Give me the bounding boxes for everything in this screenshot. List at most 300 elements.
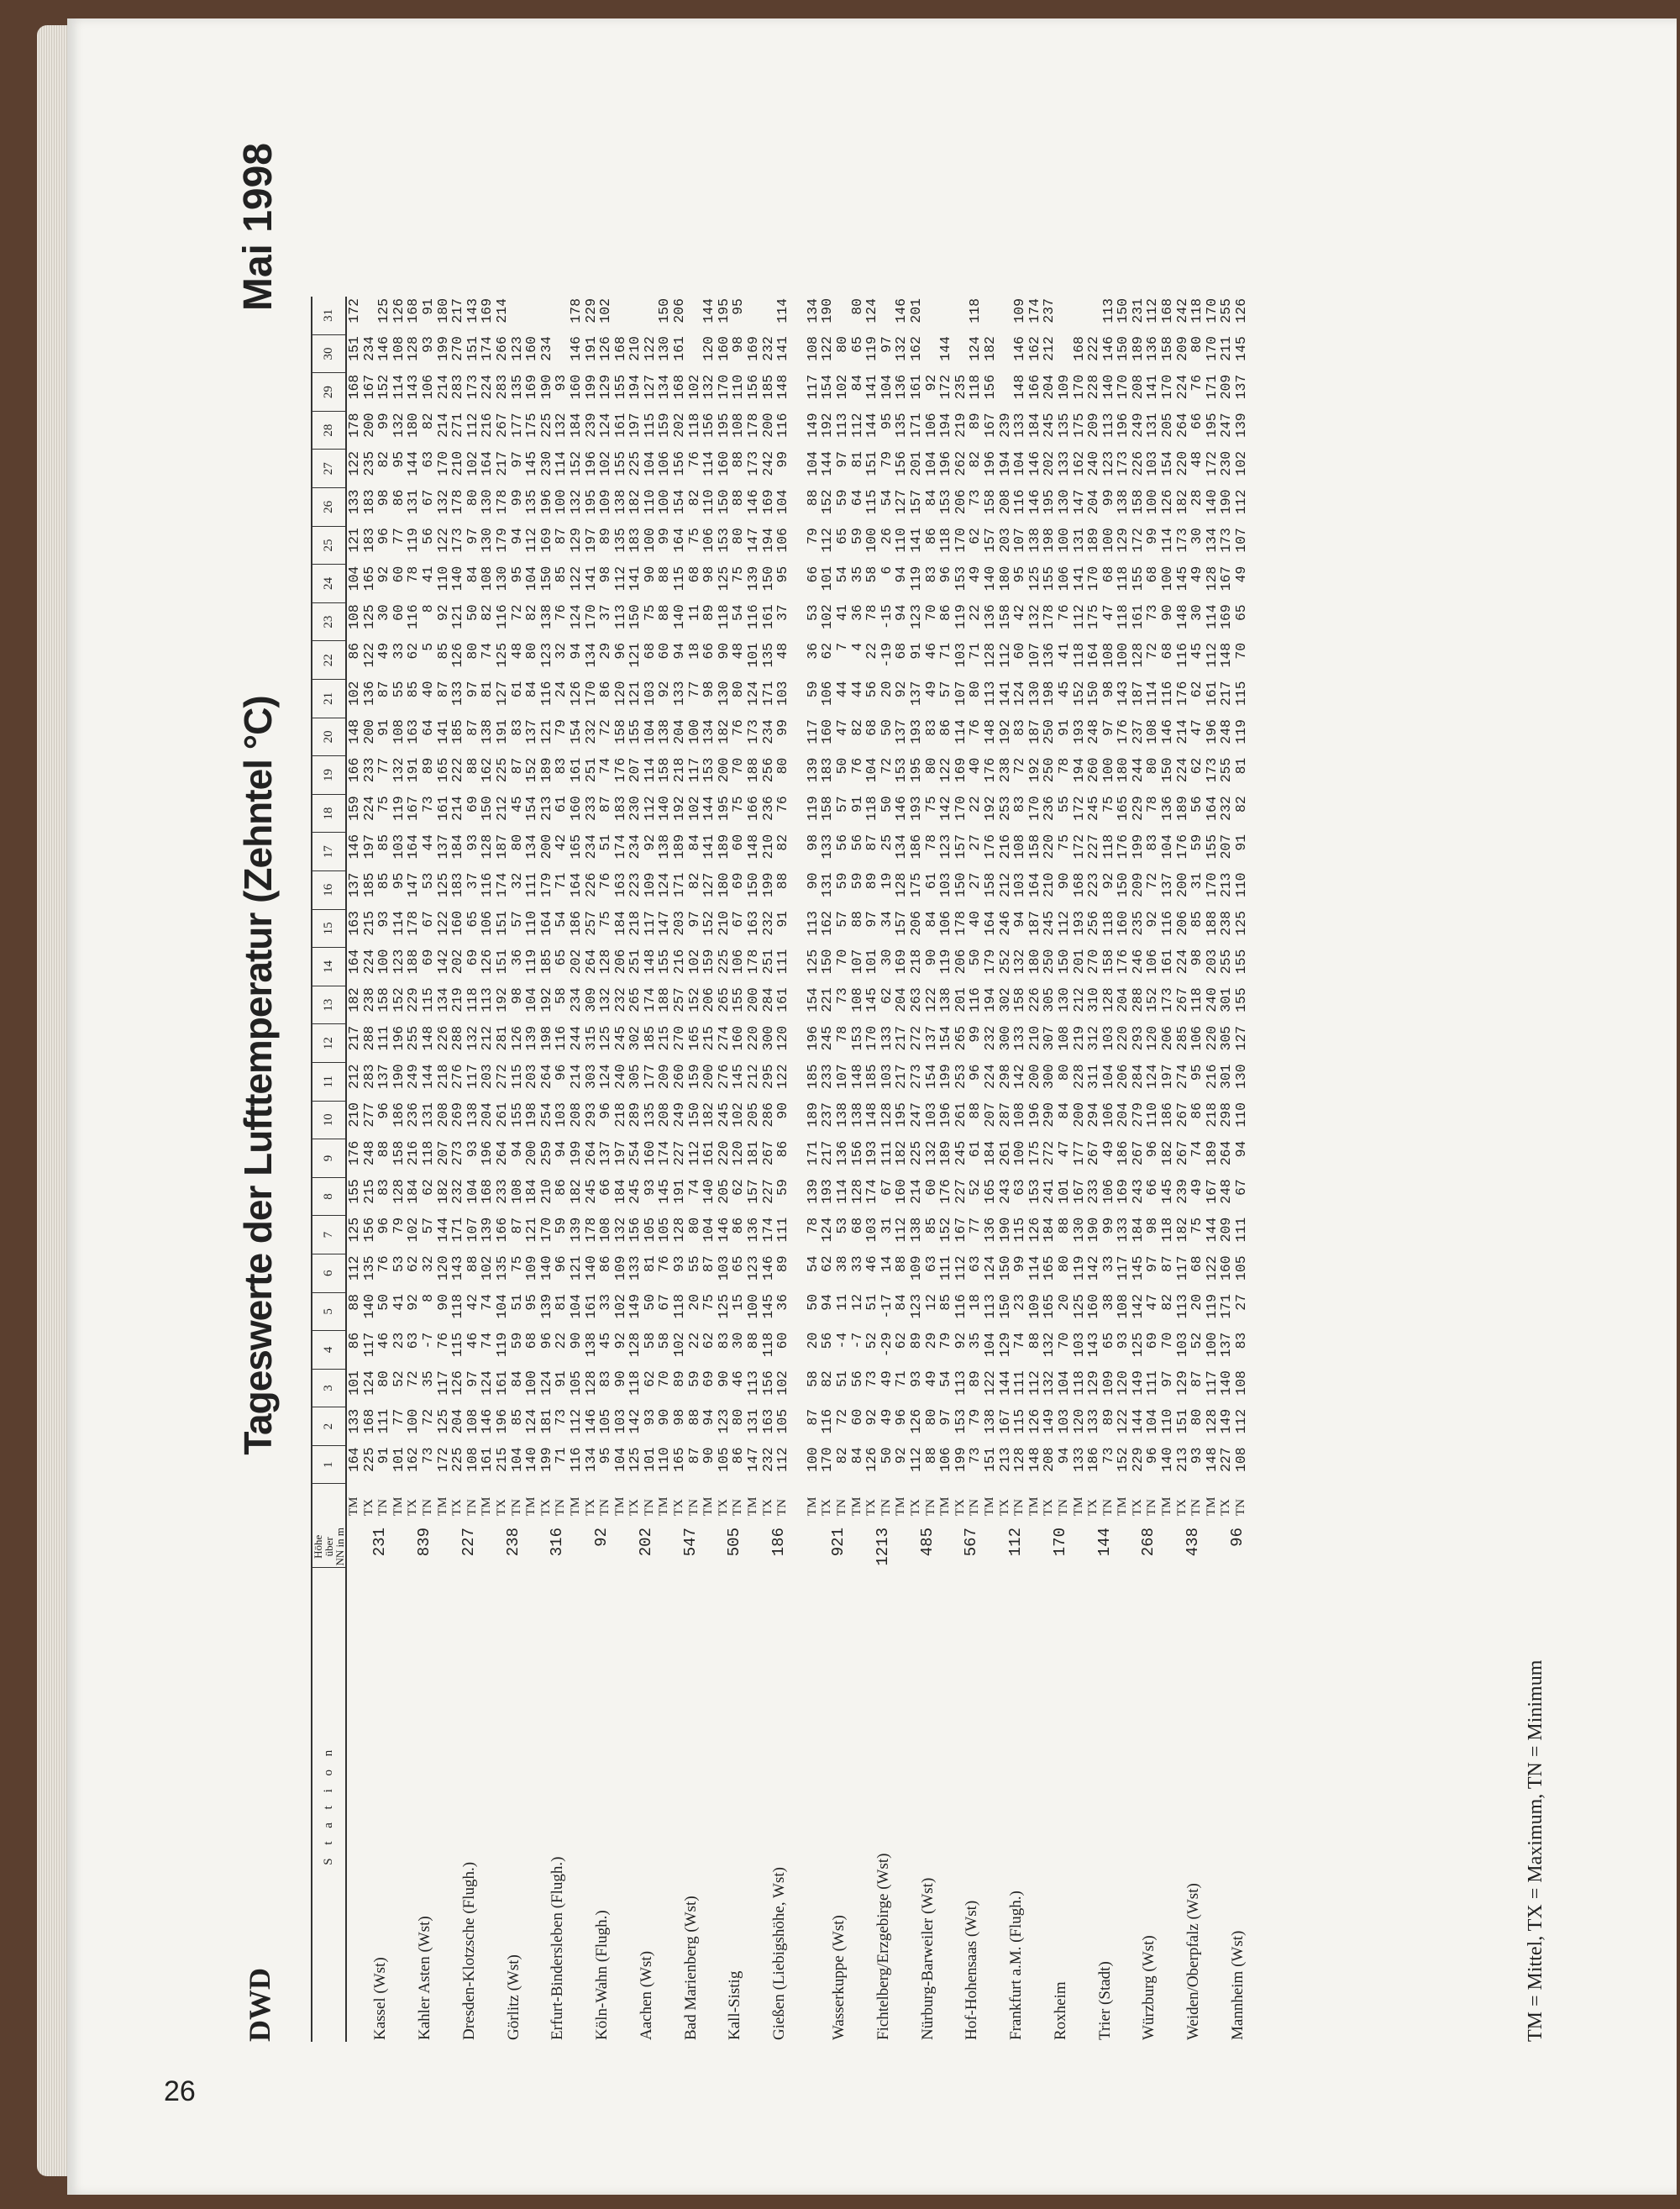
temperature-value: 87 bbox=[864, 834, 880, 851]
temperature-value: 189 bbox=[1173, 796, 1190, 821]
temperature-value: 105 bbox=[656, 1217, 673, 1243]
temperature-value: 88 bbox=[774, 872, 791, 890]
temperature-value: 283 bbox=[493, 374, 510, 400]
temperature-value: 168 bbox=[612, 336, 628, 361]
table-row bbox=[1027, 297, 1042, 2042]
temperature-value: 189 bbox=[715, 834, 732, 860]
temperature-value: 94 bbox=[553, 1140, 570, 1158]
temperature-value: 68 bbox=[1100, 565, 1116, 583]
temperature-value: 106 bbox=[730, 949, 747, 975]
temperature-value: 57 bbox=[508, 911, 525, 928]
temperature-value: 196 bbox=[981, 450, 998, 476]
temperature-value: 119 bbox=[1070, 1255, 1087, 1281]
temperature-value: 103 bbox=[1173, 1332, 1190, 1358]
temperature-value: 35 bbox=[848, 565, 865, 583]
temperature-value: 184 bbox=[1129, 1217, 1146, 1243]
temperature-value: 146 bbox=[715, 1217, 732, 1243]
temperature-value: 65 bbox=[1233, 604, 1250, 622]
temperature-value: 76 bbox=[774, 796, 791, 813]
temperature-value: 48 bbox=[774, 642, 791, 660]
temperature-value: 248 bbox=[1218, 1179, 1235, 1204]
temperature-value: 184 bbox=[567, 413, 584, 438]
temperature-value: 106 bbox=[774, 528, 791, 553]
temperature-value: 140 bbox=[582, 1255, 599, 1281]
temperature-value: 109 bbox=[1026, 1294, 1042, 1319]
temperature-value bbox=[879, 297, 895, 334]
temperature-value: 46 bbox=[375, 1332, 392, 1349]
temperature-value: 151 bbox=[864, 450, 880, 476]
temperature-value: 76 bbox=[1189, 374, 1205, 392]
temperature-value: 273 bbox=[449, 1140, 466, 1166]
temperature-value: 48 bbox=[730, 642, 747, 660]
temperature-value: 78 bbox=[864, 604, 880, 622]
row-kind: TX bbox=[1086, 1499, 1100, 1516]
temperature-value: 44 bbox=[848, 681, 865, 698]
temperature-value: 181 bbox=[745, 1140, 762, 1166]
temperature-value: 198 bbox=[1041, 528, 1058, 553]
temperature-value: 89 bbox=[774, 1255, 791, 1273]
temperature-value: 158 bbox=[1011, 987, 1028, 1012]
temperature-value: 8 bbox=[419, 604, 436, 613]
temperature-value: 126 bbox=[907, 1408, 924, 1434]
temperature-value: 206 bbox=[701, 987, 717, 1012]
temperature-value: 116 bbox=[745, 604, 762, 629]
temperature-value: -4 bbox=[834, 1332, 850, 1349]
temperature-value bbox=[761, 297, 776, 334]
temperature-value: 267 bbox=[1173, 987, 1190, 1012]
temperature-value: 115 bbox=[449, 1332, 466, 1358]
temperature-value: 100 bbox=[745, 1294, 762, 1319]
temperature-value: 164 bbox=[346, 949, 362, 975]
temperature-value: 92 bbox=[952, 1332, 969, 1349]
temperature-value: 118 bbox=[1115, 604, 1131, 629]
temperature-value: 73 bbox=[864, 1370, 880, 1387]
temperature-value: 116 bbox=[1159, 681, 1176, 707]
temperature-value: 264 bbox=[493, 1140, 510, 1166]
temperature-value: 97 bbox=[1159, 1370, 1176, 1387]
temperature-value: 103 bbox=[1070, 1332, 1087, 1358]
temperature-value: 90 bbox=[715, 1370, 732, 1387]
temperature-value: 121 bbox=[627, 681, 643, 707]
temperature-value: 277 bbox=[360, 1102, 377, 1128]
temperature-value: 175 bbox=[1070, 413, 1087, 438]
temperature-value: 207 bbox=[627, 757, 643, 783]
temperature-value: 204 bbox=[449, 1408, 466, 1434]
temperature-value: 206 bbox=[1115, 1064, 1131, 1089]
temperature-value: 106 bbox=[937, 911, 954, 936]
temperature-value: 83 bbox=[1144, 834, 1161, 851]
temperature-value: 229 bbox=[1129, 1447, 1146, 1472]
temperature-value: 133 bbox=[878, 1025, 895, 1051]
station-elevation: 170 bbox=[1050, 1528, 1069, 1557]
station-name: Nürburg-Barweiler (Wst) bbox=[918, 1877, 937, 2040]
temperature-value: 77 bbox=[967, 1217, 984, 1234]
temperature-value: 220 bbox=[1041, 834, 1058, 860]
station-elevation: 567 bbox=[962, 1528, 981, 1557]
column-header-day: 17 bbox=[312, 833, 346, 871]
temperature-value: 142 bbox=[627, 1408, 643, 1434]
temperature-value: 209 bbox=[1218, 1217, 1235, 1243]
temperature-value: 151 bbox=[981, 1447, 998, 1472]
temperature-value: 176 bbox=[1115, 719, 1131, 744]
temperature-value: 138 bbox=[656, 834, 673, 860]
temperature-value: 33 bbox=[1100, 1255, 1116, 1273]
temperature-value: 99 bbox=[1144, 528, 1161, 544]
temperature-value: 53 bbox=[834, 1217, 850, 1234]
temperature-value: 151 bbox=[346, 336, 362, 361]
temperature-value: 104 bbox=[981, 1332, 998, 1358]
temperature-value: 152 bbox=[1070, 681, 1087, 707]
temperature-value: 182 bbox=[1173, 1217, 1190, 1243]
temperature-value: 136 bbox=[893, 374, 910, 400]
temperature-value: 176 bbox=[1173, 834, 1190, 860]
temperature-value: 140 bbox=[701, 1179, 717, 1204]
temperature-value: 146 bbox=[1026, 489, 1042, 515]
temperature-value: 212 bbox=[1041, 336, 1058, 361]
row-kind: TN bbox=[775, 1499, 790, 1516]
temperature-value: 146 bbox=[759, 1255, 776, 1281]
temperature-value: 112 bbox=[1233, 1408, 1250, 1434]
temperature-value: 160 bbox=[641, 1140, 658, 1166]
temperature-value: 160 bbox=[819, 719, 836, 744]
temperature-value: 150 bbox=[479, 796, 496, 821]
temperature-value: 74 bbox=[1011, 1332, 1028, 1349]
temperature-value: 134 bbox=[804, 298, 821, 323]
temperature-value: 98 bbox=[701, 565, 717, 583]
temperature-value: 246 bbox=[996, 911, 1013, 936]
temperature-value: 92 bbox=[893, 681, 910, 698]
temperature-value: 59 bbox=[685, 1370, 702, 1387]
temperature-value: 243 bbox=[996, 1179, 1013, 1204]
temperature-value: 191 bbox=[671, 1179, 688, 1204]
temperature-value: 225 bbox=[907, 1140, 924, 1166]
temperature-value: 130 bbox=[1055, 489, 1072, 515]
temperature-value: 72 bbox=[878, 757, 895, 775]
temperature-value: 199 bbox=[582, 374, 599, 400]
temperature-value: 185 bbox=[864, 1064, 880, 1089]
temperature-value: 170 bbox=[582, 681, 599, 707]
temperature-value: 155 bbox=[1129, 565, 1146, 592]
temperature-value: 108 bbox=[1144, 719, 1161, 744]
temperature-value: 132 bbox=[597, 987, 614, 1012]
temperature-value: 182 bbox=[893, 1140, 910, 1166]
temperature-value: 163 bbox=[745, 911, 762, 936]
temperature-value: 122 bbox=[819, 336, 836, 361]
temperature-value: 84 bbox=[508, 1370, 525, 1387]
temperature-value: 310 bbox=[1085, 987, 1102, 1012]
temperature-value: 6 bbox=[878, 565, 895, 575]
temperature-value: 247 bbox=[907, 1102, 924, 1128]
temperature-value: 253 bbox=[952, 1064, 969, 1089]
temperature-value bbox=[1072, 297, 1087, 334]
temperature-value: 227 bbox=[1085, 834, 1102, 860]
temperature-value: -7 bbox=[419, 1332, 436, 1349]
temperature-value: 83 bbox=[1011, 719, 1028, 736]
temperature-value: 170 bbox=[715, 374, 732, 400]
temperature-value: 72 bbox=[419, 1408, 436, 1426]
temperature-value: 232 bbox=[759, 1447, 776, 1472]
temperature-value: 211 bbox=[1218, 336, 1235, 361]
table-row bbox=[1072, 297, 1087, 2042]
temperature-value: 77 bbox=[390, 528, 407, 544]
temperature-value: 218 bbox=[671, 757, 688, 783]
temperature-value: 108 bbox=[390, 336, 407, 361]
temperature-value: 35 bbox=[967, 1332, 984, 1349]
temperature-value: 60 bbox=[774, 1332, 791, 1349]
temperature-value: 114 bbox=[1026, 1255, 1042, 1281]
temperature-value: 67 bbox=[878, 1179, 895, 1196]
temperature-value: 83 bbox=[375, 1179, 392, 1196]
temperature-value: 126 bbox=[1026, 1217, 1042, 1243]
temperature-value: 78 bbox=[804, 1217, 821, 1234]
temperature-value: 93 bbox=[1189, 1447, 1205, 1465]
temperature-value: 86 bbox=[730, 1447, 747, 1465]
temperature-value: 114 bbox=[1159, 528, 1176, 553]
temperature-value: 136 bbox=[1144, 336, 1161, 361]
temperature-value: 117 bbox=[685, 757, 702, 783]
temperature-value: 192 bbox=[981, 796, 998, 821]
station-name: Dresden-Klotzsche (Flugh.) bbox=[459, 1861, 478, 2040]
temperature-value: 90 bbox=[567, 1332, 584, 1349]
temperature-value: 229 bbox=[405, 987, 422, 1012]
temperature-value: 158 bbox=[819, 796, 836, 821]
temperature-value: 128 bbox=[582, 1370, 599, 1396]
temperature-value: 59 bbox=[848, 528, 865, 544]
temperature-value: 173 bbox=[1203, 757, 1220, 783]
temperature-value: 102 bbox=[464, 450, 480, 476]
temperature-value: 89 bbox=[597, 528, 614, 544]
temperature-value: 101 bbox=[641, 1447, 658, 1472]
temperature-value: 246 bbox=[1129, 949, 1146, 975]
temperature-value: 74 bbox=[597, 757, 614, 775]
temperature-value: 145 bbox=[523, 450, 540, 476]
temperature-value: 176 bbox=[1115, 834, 1131, 860]
temperature-value: 60 bbox=[922, 1179, 939, 1196]
temperature-value: 133 bbox=[1011, 1025, 1028, 1051]
temperature-value: 274 bbox=[1173, 1064, 1190, 1089]
temperature-value: 108 bbox=[479, 565, 496, 592]
temperature-value: 214 bbox=[567, 1064, 584, 1089]
temperature-value: 157 bbox=[952, 834, 969, 860]
temperature-value: 91 bbox=[553, 1370, 570, 1387]
temperature-value: 133 bbox=[1011, 413, 1028, 438]
temperature-value: 134 bbox=[582, 642, 599, 668]
row-kind: TM bbox=[982, 1496, 996, 1516]
temperature-value: 138 bbox=[464, 1102, 480, 1128]
temperature-value: 116 bbox=[405, 604, 422, 629]
temperature-value: 224 bbox=[1173, 949, 1190, 975]
temperature-value: 82 bbox=[774, 834, 791, 851]
row-kind: TM bbox=[894, 1496, 908, 1516]
temperature-value: 212 bbox=[1070, 987, 1087, 1012]
temperature-value: 119 bbox=[405, 528, 422, 553]
temperature-value: 176 bbox=[981, 757, 998, 783]
temperature-value: 62 bbox=[730, 1179, 747, 1196]
temperature-value: 22 bbox=[967, 796, 984, 813]
temperature-value: 60 bbox=[390, 565, 407, 583]
temperature-value: 161 bbox=[907, 374, 924, 400]
temperature-value: 259 bbox=[538, 1140, 554, 1166]
temperature-value: 198 bbox=[523, 1102, 540, 1128]
temperature-value: 104 bbox=[1011, 450, 1028, 476]
temperature-value: 36 bbox=[804, 642, 821, 660]
temperature-value: 249 bbox=[405, 1064, 422, 1089]
temperature-value: 140 bbox=[1203, 489, 1220, 515]
temperature-value: 196 bbox=[479, 1140, 496, 1166]
temperature-value: 153 bbox=[893, 757, 910, 783]
temperature-value: 150 bbox=[996, 1255, 1013, 1281]
temperature-value: 203 bbox=[479, 1064, 496, 1089]
temperature-value: 225 bbox=[538, 413, 554, 438]
column-header-day: 24 bbox=[312, 565, 346, 603]
temperature-value: 53 bbox=[419, 872, 436, 890]
temperature-value: 161 bbox=[612, 413, 628, 438]
temperature-value: 86 bbox=[922, 528, 939, 544]
temperature-value: 104 bbox=[464, 1179, 480, 1204]
temperature-value: 170 bbox=[582, 604, 599, 629]
temperature-value: 81 bbox=[641, 1255, 658, 1273]
temperature-value: 167 bbox=[981, 413, 998, 438]
temperature-value: 215 bbox=[493, 1447, 510, 1472]
temperature-value: 102 bbox=[405, 1217, 422, 1243]
temperature-value: 108 bbox=[508, 1179, 525, 1204]
row-kind: TN bbox=[1012, 1499, 1026, 1516]
temperature-value: 182 bbox=[346, 987, 362, 1012]
temperature-value: 300 bbox=[996, 1025, 1013, 1051]
temperature-value: 122 bbox=[1115, 1408, 1131, 1434]
table-body bbox=[346, 297, 1249, 2042]
temperature-value: 85 bbox=[1189, 911, 1205, 928]
row-kind: TX bbox=[1174, 1499, 1189, 1516]
temperature-value: 155 bbox=[1203, 834, 1220, 860]
temperature-value: 251 bbox=[627, 949, 643, 975]
temperature-value: 141 bbox=[627, 565, 643, 592]
temperature-value: 126 bbox=[508, 1025, 525, 1051]
temperature-value: 106 bbox=[937, 1447, 954, 1472]
temperature-value: 47 bbox=[834, 719, 850, 736]
temperature-value: 138 bbox=[656, 719, 673, 744]
temperature-value: 74 bbox=[479, 642, 496, 660]
temperature-value: 98 bbox=[1144, 1217, 1161, 1234]
temperature-value: 52 bbox=[1189, 1332, 1205, 1349]
temperature-value: 58 bbox=[656, 1332, 673, 1349]
temperature-value: 142 bbox=[1011, 1064, 1028, 1089]
temperature-value: 202 bbox=[671, 413, 688, 438]
temperature-value: 94 bbox=[893, 604, 910, 622]
table-row bbox=[346, 297, 362, 2042]
temperature-value: 257 bbox=[582, 911, 599, 936]
row-kind: TX bbox=[672, 1499, 686, 1516]
row-kind: TM bbox=[1071, 1496, 1085, 1516]
temperature-value bbox=[953, 334, 969, 373]
row-kind: TN bbox=[879, 1499, 893, 1516]
temperature-value: 293 bbox=[1129, 1025, 1146, 1051]
temperature-value: 114 bbox=[390, 374, 407, 400]
temperature-value: 200 bbox=[360, 413, 377, 438]
column-header-day: 30 bbox=[312, 334, 346, 373]
table-row bbox=[569, 297, 584, 2042]
table-row bbox=[391, 297, 407, 2042]
temperature-value: 164 bbox=[1085, 642, 1102, 668]
temperature-value: 254 bbox=[627, 1140, 643, 1166]
temperature-value: 200 bbox=[1026, 1064, 1042, 1089]
temperature-value: 111 bbox=[774, 1217, 791, 1243]
temperature-value: 160 bbox=[523, 336, 540, 361]
temperature-value: 193 bbox=[907, 796, 924, 821]
temperature-value: 194 bbox=[937, 413, 954, 438]
temperature-value: 145 bbox=[864, 987, 880, 1012]
temperature-value: 133 bbox=[449, 681, 466, 707]
temperature-value: 192 bbox=[819, 413, 836, 438]
temperature-value: 102 bbox=[774, 1370, 791, 1396]
temperature-value: 159 bbox=[685, 1064, 702, 1089]
temperature-value: 135 bbox=[1055, 413, 1072, 438]
temperature-value: 150 bbox=[538, 565, 554, 592]
temperature-value: 234 bbox=[567, 987, 584, 1012]
temperature-value: 96 bbox=[612, 642, 628, 660]
temperature-value: 226 bbox=[1026, 987, 1042, 1012]
temperature-value: 126 bbox=[1159, 489, 1176, 515]
temperature-value: 89 bbox=[671, 1370, 688, 1387]
temperature-value: 30 bbox=[1189, 528, 1205, 544]
temperature-value: 271 bbox=[449, 413, 466, 438]
row-kind: TN bbox=[554, 1499, 568, 1516]
temperature-value: 133 bbox=[346, 1408, 362, 1434]
temperature-value: 115 bbox=[508, 1064, 525, 1089]
temperature-value: 217 bbox=[493, 450, 510, 476]
temperature-value: 305 bbox=[1041, 987, 1058, 1012]
temperature-value: 194 bbox=[981, 987, 998, 1012]
temperature-value: 74 bbox=[1189, 1140, 1205, 1158]
temperature-value: 120 bbox=[434, 1255, 451, 1281]
temperature-value: 92 bbox=[922, 374, 939, 392]
temperature-value: 132 bbox=[567, 489, 584, 515]
temperature-value: 55 bbox=[685, 1255, 702, 1273]
temperature-value: 126 bbox=[1233, 298, 1250, 323]
temperature-value: 124 bbox=[597, 413, 614, 438]
temperature-value: 136 bbox=[981, 1217, 998, 1243]
temperature-value: 240 bbox=[1203, 987, 1220, 1012]
temperature-value: 102 bbox=[346, 681, 362, 707]
temperature-value: -29 bbox=[878, 1332, 895, 1358]
temperature-value: 196 bbox=[1203, 719, 1220, 744]
temperature-value: 178 bbox=[582, 1217, 599, 1243]
temperature-value: 153 bbox=[952, 1408, 969, 1434]
temperature-value: 47 bbox=[1055, 1140, 1072, 1158]
temperature-value: 128 bbox=[479, 834, 496, 860]
temperature-value bbox=[524, 297, 539, 334]
temperature-value: 179 bbox=[981, 949, 998, 975]
temperature-value: 145 bbox=[1129, 1255, 1146, 1281]
temperature-value: 207 bbox=[981, 1102, 998, 1128]
temperature-value: 283 bbox=[449, 374, 466, 400]
temperature-value: 112 bbox=[819, 528, 836, 553]
station-name: Gießen (Liebigshöhe, Wst) bbox=[770, 1867, 789, 2040]
temperature-value: 103 bbox=[1100, 1025, 1116, 1051]
temperature-value: 153 bbox=[715, 528, 732, 553]
temperature-value: 315 bbox=[582, 1025, 599, 1051]
temperature-value: 225 bbox=[360, 1447, 377, 1472]
temperature-value: 68 bbox=[1159, 642, 1176, 660]
temperature-value: 83 bbox=[553, 757, 570, 775]
temperature-value: 217 bbox=[893, 1025, 910, 1051]
temperature-value: 62 bbox=[819, 642, 836, 660]
temperature-value: 110 bbox=[434, 565, 451, 592]
temperature-value: 94 bbox=[1011, 911, 1028, 928]
temperature-value: 138 bbox=[848, 1102, 865, 1128]
temperature-value: 119 bbox=[804, 796, 821, 821]
temperature-value: 90 bbox=[804, 872, 821, 890]
